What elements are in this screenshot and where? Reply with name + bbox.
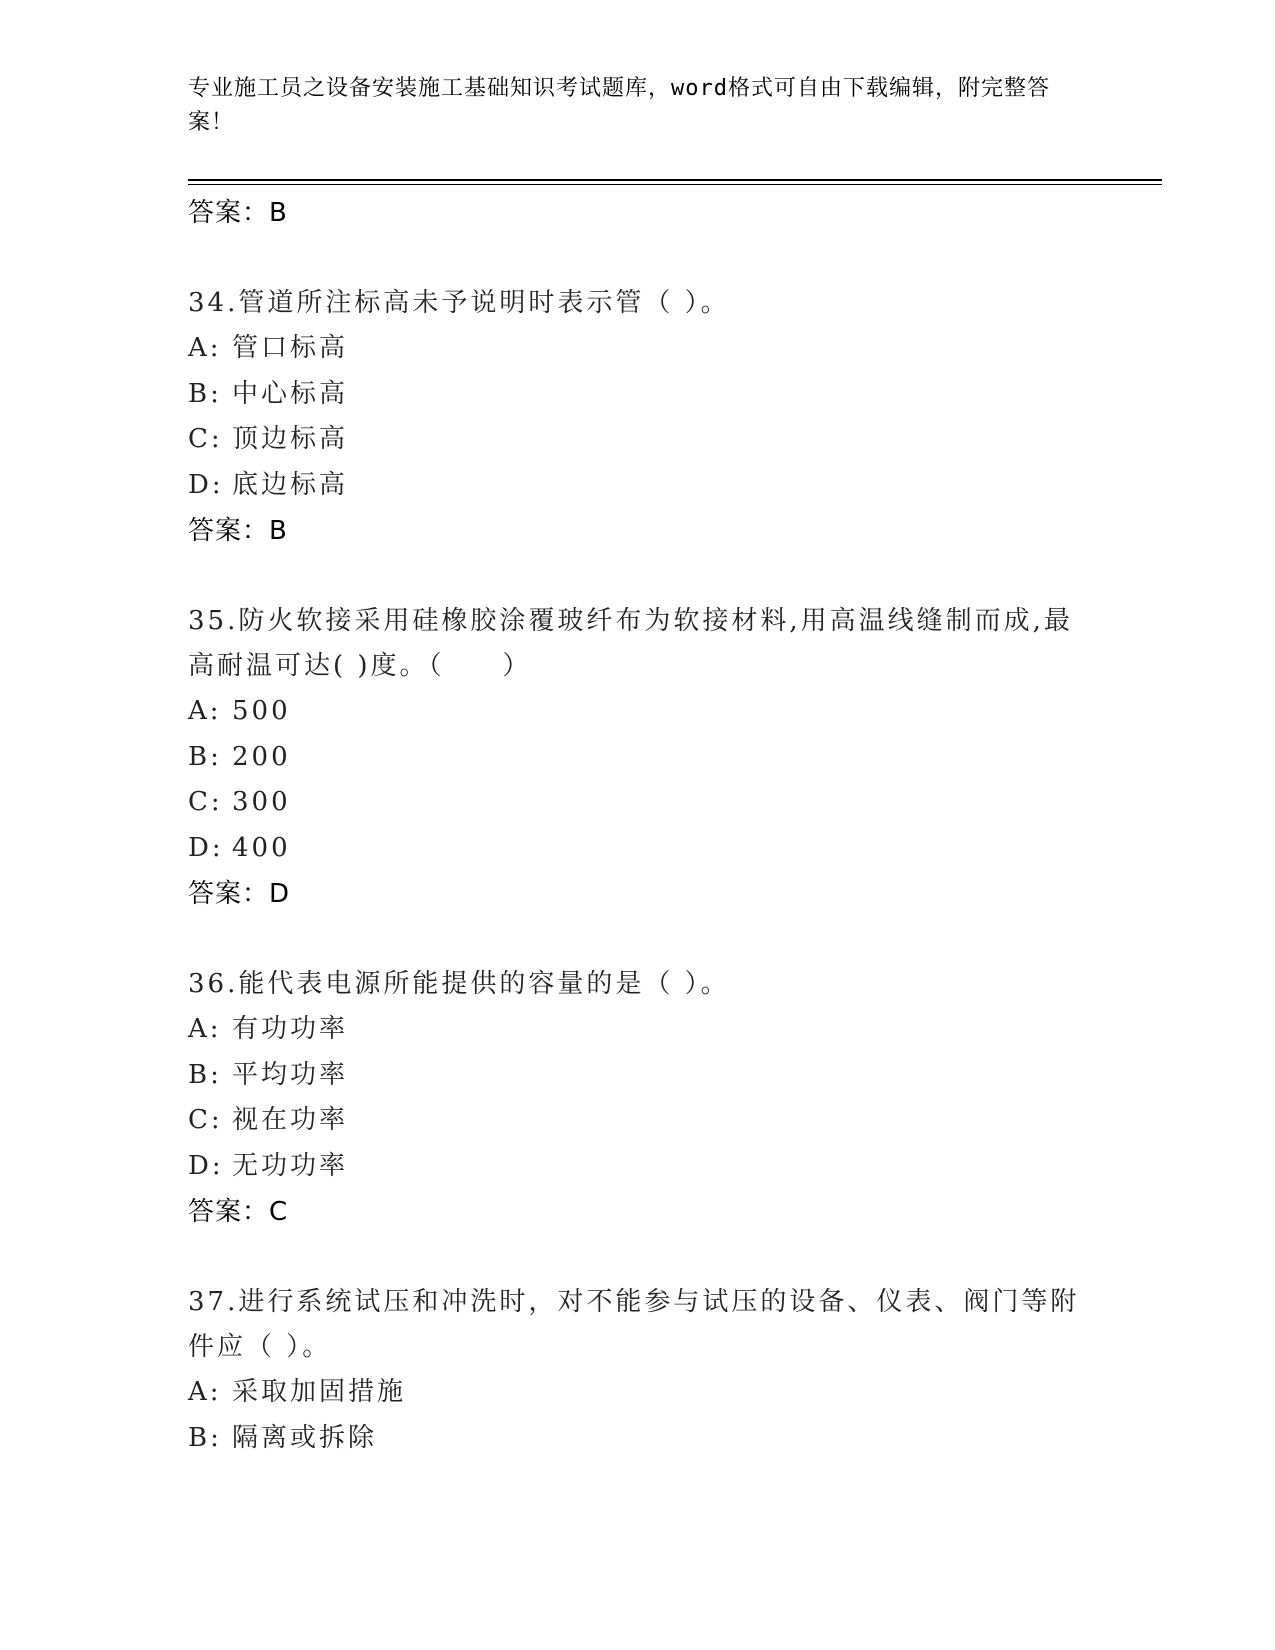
question-item <box>188 1280 1088 1461</box>
answer-line: 答案：B <box>188 198 288 228</box>
question-text: 37.进行系统试压和冲洗时，对不能参与试压的设备、仪表、阀门等附件应（ ）。 <box>188 1287 1080 1362</box>
option-text: 500 <box>232 696 291 726</box>
option-a <box>188 1007 1088 1053</box>
option-letter: A: <box>188 696 222 726</box>
option-b <box>188 1416 1088 1462</box>
option-letter: B: <box>188 1059 222 1090</box>
answer-line: 答案：C <box>188 1197 289 1227</box>
option-text: 有功功率 <box>232 1014 349 1044</box>
answer-line: 答案：B <box>188 516 288 546</box>
question-text: 34.管道所注标高未予说明时表示管（ ）。 <box>188 288 730 318</box>
spacer <box>188 1235 1088 1280</box>
option-letter: D: <box>188 832 224 863</box>
question-item <box>188 599 1088 917</box>
option-text: 隔离或拆除 <box>232 1422 378 1453</box>
option-text: 无功功率 <box>232 1150 349 1181</box>
option-text: 底边标高 <box>232 469 349 500</box>
option-letter: C: <box>188 1105 223 1135</box>
option-c <box>188 780 1088 826</box>
question-item <box>188 962 1088 1235</box>
option-text: 管口标高 <box>232 333 349 363</box>
option-c <box>188 1098 1088 1144</box>
option-d <box>188 463 1088 509</box>
option-text: 视在功率 <box>232 1105 349 1135</box>
option-d <box>188 826 1088 872</box>
option-letter: C: <box>188 424 223 454</box>
option-a <box>188 1370 1088 1416</box>
option-text: 400 <box>232 832 291 863</box>
answer-line: 答案：D <box>188 879 291 909</box>
option-b <box>188 735 1088 781</box>
option-a <box>188 689 1088 735</box>
option-letter: C: <box>188 787 223 817</box>
document-header-title: 专业施工员之设备安装施工基础知识考试题库，word格式可自由下载编辑，附完整答案！ <box>188 76 1050 135</box>
option-text: 200 <box>232 741 291 772</box>
option-text: 300 <box>232 787 291 817</box>
option-letter: A: <box>188 1377 222 1407</box>
option-d <box>188 1144 1088 1190</box>
option-text: 平均功率 <box>232 1059 349 1090</box>
question-list <box>188 190 1088 1461</box>
option-letter: D: <box>188 1150 224 1181</box>
option-c <box>188 417 1088 463</box>
option-text: 中心标高 <box>232 378 349 409</box>
option-a <box>188 326 1088 372</box>
option-letter: A: <box>188 333 222 363</box>
option-letter: B: <box>188 741 222 772</box>
option-letter: B: <box>188 378 222 409</box>
spacer <box>188 236 1088 281</box>
option-b <box>188 372 1088 418</box>
spacer <box>188 554 1088 599</box>
option-text: 顶边标高 <box>232 424 349 454</box>
option-letter: B: <box>188 1422 222 1453</box>
option-text: 采取加固措施 <box>232 1377 407 1407</box>
option-letter: D: <box>188 469 224 500</box>
question-item <box>188 281 1088 554</box>
spacer <box>188 917 1088 962</box>
question-text: 35.防火软接采用硅橡胶涂覆玻纤布为软接材料,用高温线缝制而成,最高耐温可达( )度。（ ） <box>188 606 1073 681</box>
header-divider-thin <box>188 184 1162 185</box>
header-divider-thick <box>188 179 1162 181</box>
option-letter: A: <box>188 1014 222 1044</box>
option-b <box>188 1053 1088 1099</box>
question-text: 36.能代表电源所能提供的容量的是（ ）。 <box>188 969 730 999</box>
